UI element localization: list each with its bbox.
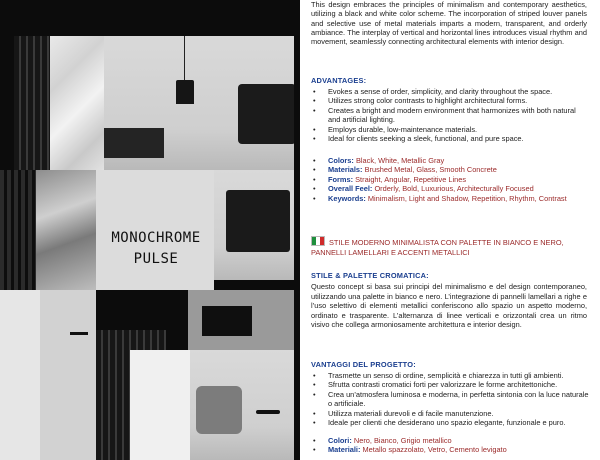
list-item: • Colors: Black, White, Metallic Gray — [311, 156, 589, 165]
door-handle-image — [40, 290, 96, 460]
list-item: • Employs durable, low-maintenance materials. — [311, 125, 589, 134]
dark-panel-image — [0, 170, 36, 290]
armchair-shape — [226, 190, 290, 252]
list-item: • Materials: Brushed Metal, Glass, Smooth Concrete — [311, 165, 589, 174]
tv-screen — [202, 306, 252, 336]
board-title-line1: MONOCHROME — [111, 230, 201, 246]
italian-style-title-text: STILE MODERNO MINIMALISTA CON PALETTE IN BIANCO E NERO, PANNELLI LAMELLARI E ACCENTI METALLICI — [311, 238, 564, 257]
list-item: • Ideale per clienti che desiderano uno spazio elegante, funzionale e puro. — [311, 418, 589, 427]
project-advantages-heading: VANTAGGI DEL PROGETTO: — [311, 360, 416, 369]
list-item: • Ideal for clients seeking a sleek, functional, and pure space. — [311, 134, 589, 143]
list-item: • Utilizza materiali durevoli e di facile manutenzione. — [311, 409, 589, 418]
board-title — [100, 228, 212, 270]
list-item: • Overall Feel: Orderly, Bold, Luxurious, Architecturally Focused — [311, 184, 589, 193]
armchair-image — [238, 84, 294, 144]
english-intro: This design embraces the principles of minimalism and contemporary aesthetics, utilizing a black and white color scheme. The incorporation of striped louver panels and selective use of metal materials imparts a modern, transparent, and orderly ambiance. The interplay of vertical and horizontal lines introduces visual rhythm and movement, seamlessly connecting architectural elements with interior design. — [311, 0, 587, 47]
advantages-heading: ADVANTAGES: — [311, 76, 367, 85]
list-item: • Keywords: Minimalism, Light and Shadow, Repetition, Rhythm, Contrast — [311, 194, 589, 203]
handle-icon — [70, 332, 88, 335]
side-table-shape — [256, 410, 280, 414]
list-item: • Colori: Nero, Bianco, Grigio metallico — [311, 436, 589, 445]
white-sideboard-image — [130, 350, 190, 460]
advantages-list — [311, 87, 589, 143]
list-item: • Materiali: Metallo spazzolato, Vetro, Cemento levigato — [311, 445, 589, 454]
italian-attributes-list — [311, 436, 589, 455]
list-item: • Evokes a sense of order, simplicity, and clarity throughout the space. — [311, 87, 589, 96]
list-item: • Crea un’atmosfera luminosa e moderna, in perfetta sintonia con la luce naturale o artificiale. — [311, 390, 589, 409]
pendant-lamp-icon — [184, 36, 185, 80]
italian-advantages-list — [311, 371, 589, 427]
board-title-line2: PULSE — [133, 251, 179, 267]
black-armchair-image — [214, 170, 294, 280]
lounge-chair-shape — [196, 386, 242, 434]
marble-texture-image — [50, 36, 104, 170]
attributes-list — [311, 156, 589, 203]
italian-style-title — [311, 236, 589, 257]
italian-flag-icon — [311, 236, 325, 246]
living-room-image — [104, 36, 294, 170]
lounge-chair-image — [190, 350, 294, 460]
white-wall-image — [0, 290, 40, 460]
list-item: • Utilizes strong color contrasts to highlight architectural forms. — [311, 96, 589, 105]
louver-panel-image — [14, 36, 50, 170]
pendant-shade — [176, 80, 194, 104]
tv-wall-image — [188, 290, 294, 350]
sofa-image — [104, 128, 164, 158]
list-item: • Creates a bright and modern environment that harmonizes with both natural and artificial lighting. — [311, 106, 589, 125]
list-item: • Trasmette un senso di ordine, semplicità e chiarezza in tutti gli ambienti. — [311, 371, 589, 380]
italian-style-text: Questo concept si basa sui principi del minimalismo e del design contemporaneo, utilizzando una palette in bianco e nero. L’integrazione di pannelli lamellari a righe e l’uso selettivo di elementi metallici conferiscono allo spazio un aspetto moderno, ordinato e trasparente. L’alternanza di linee verticali e orizzontali crea un ritmo visivo che collega armoniosamente architettura e interior design. — [311, 282, 587, 330]
list-item: • Forms: Straight, Angular, Repetitive Lines — [311, 175, 589, 184]
style-palette-heading: STILE & PALETTE CROMATICA: — [311, 271, 429, 280]
brushed-metal-image — [36, 170, 96, 290]
list-item: • Sfrutta contrasti cromatici forti per valorizzare le forme architettoniche. — [311, 380, 589, 389]
